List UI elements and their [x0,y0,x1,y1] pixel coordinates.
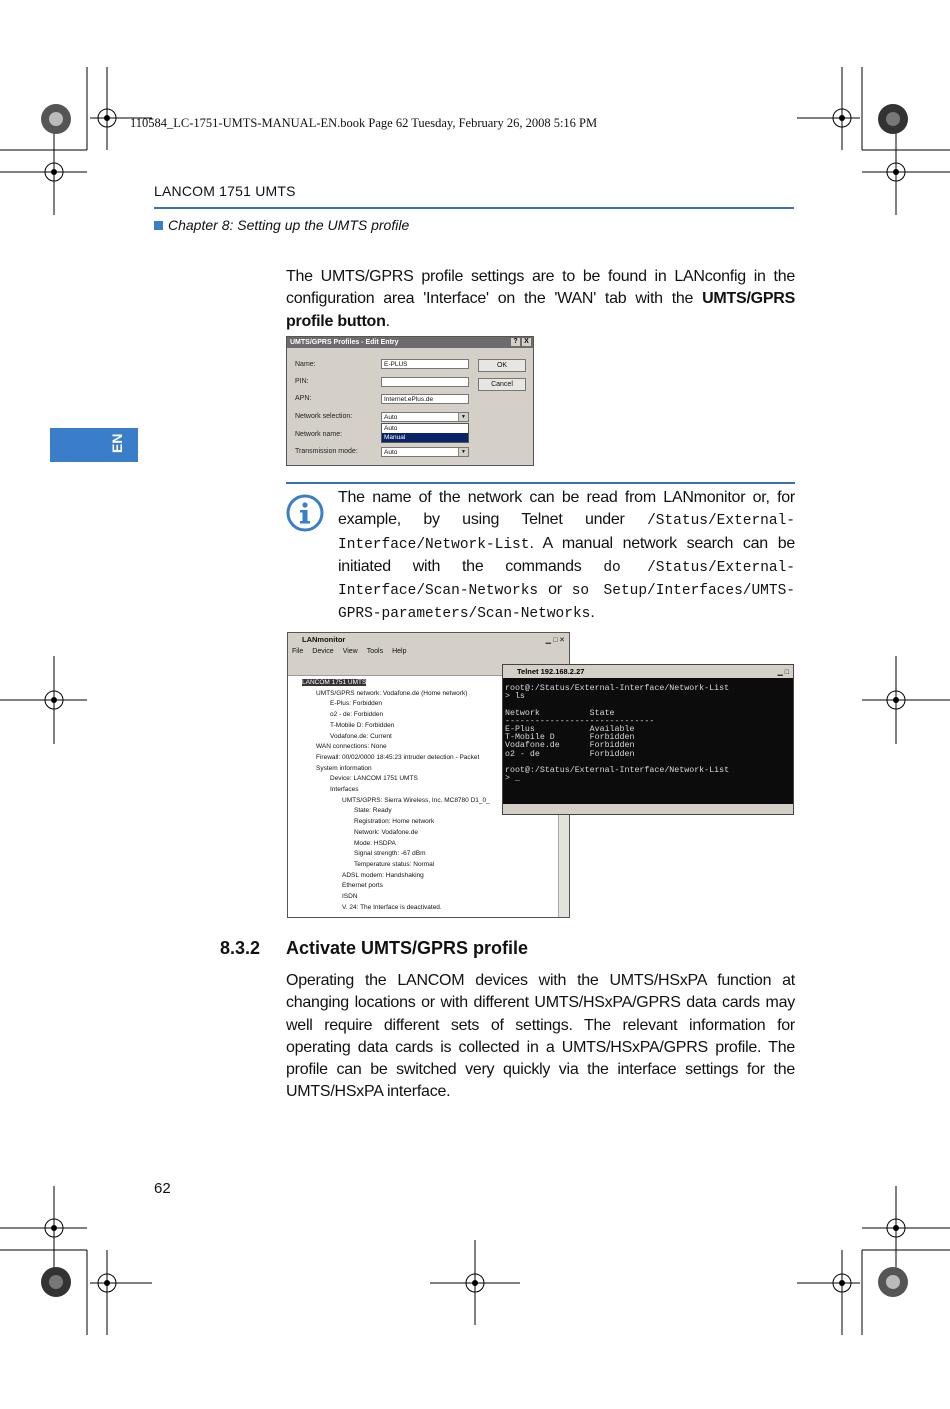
terminal-line: T-Mobile D Forbidden [505,733,635,743]
info-code-3: so Setup/Interfaces/UMTS-GPRS-parameters/Scan-Networks [338,583,795,623]
tree-node[interactable]: UMTS/GPRS network: Vodafone.de (Home network) [316,689,468,697]
network-name-label: Network name: [295,431,343,438]
menu-file[interactable]: File [292,648,304,655]
terminal-line: Network State [505,708,615,718]
tree-node[interactable]: Temperature status: Normal [354,860,435,868]
terminal-line: > _ [505,774,520,784]
header-rule [154,207,794,209]
terminal-line: Vodafone.de Forbidden [505,741,635,751]
transmission-mode-value: Auto [384,449,398,456]
terminal-line: E-Plus Available [505,725,635,735]
info-text-4: . [590,604,595,622]
menu-view[interactable]: View [342,648,358,655]
tree-node[interactable]: Interfaces [330,786,359,794]
language-tab [50,428,138,462]
terminal-line: o2 - de Forbidden [505,749,635,759]
apn-label: APN: [295,395,312,402]
profile-dialog [286,336,534,466]
window-controls-icon[interactable]: ▁ □ [777,669,789,676]
tree-node[interactable]: WAN connections: None [316,743,387,751]
help-button[interactable]: ? [511,338,520,346]
apn-field[interactable]: Internet.ePlus.de [381,394,469,404]
lanmonitor-titlebar [288,633,569,646]
menu-device[interactable]: Device [312,648,334,655]
transmission-mode-label: Transmission mode: [295,448,358,455]
tree-node[interactable]: Device: LANCOM 1751 UMTS [330,775,418,783]
close-button[interactable]: X [522,338,531,346]
intro-paragraph [286,266,795,333]
dropdown-option-auto[interactable]: Auto [384,425,398,432]
info-rule [286,482,795,484]
intro-end: . [385,312,390,330]
dropdown-option-manual[interactable]: Manual [382,433,468,442]
name-label: Name: [295,361,316,368]
page-number: 62 [154,1180,171,1197]
terminal-line: root@:/Status/External-Interface/Network-List [505,766,730,776]
terminal-line: root@:/Status/External-Interface/Network-List [505,684,730,693]
intro-bold: UMTS/GPRS profile button [286,290,795,330]
chevron-down-icon[interactable]: ▼ [458,413,468,421]
tree-node[interactable]: Firewall: 00/02/0000 18:45:23 intruder detection - Packet [316,753,480,761]
tree-node[interactable]: T-Mobile D: Forbidden [330,721,395,729]
chapter-line [154,217,409,233]
network-selection-label: Network selection: [295,413,353,420]
network-selection-select[interactable] [381,412,469,422]
tree-node[interactable]: Ethernet ports [342,882,383,890]
horizontal-scrollbar[interactable] [503,804,793,814]
telnet-titlebar [503,665,793,678]
window-controls-icon[interactable]: ▁ □ ✕ [545,637,565,644]
language-tab-label: EN [109,433,125,453]
network-selection-dropdown [381,423,469,443]
intro-text: The UMTS/GPRS profile settings are to be found in LANconfig in the configuration area 'Interface' on the 'WAN' tab with the [286,268,795,308]
lanmonitor-menu [288,646,569,657]
chapter-title: Chapter 8: Setting up the UMTS profile [168,217,410,233]
info-code-1: /Status/External-Interface/Network-List [338,513,795,553]
telnet-output [503,678,793,783]
tree-node[interactable]: LANCOM 1751 UMTS [302,679,367,686]
section-body: Operating the LANCOM devices with the UMTS/HSxPA function at changing locations or with different UMTS/HSxPA/GPRS data cards may well require different sets of settings. The relevant information for operating data cards is collected in a UMTS/HSxPA/GPRS profile. The profile can be switched very quickly via the interface settings for the UMTS/HSxPA interface. [286,972,795,1101]
print-header: 110584_LC-1751-UMTS-MANUAL-EN.book Page 62 Tuesday, February 26, 2008 5:16 PM [130,116,598,130]
tree-node[interactable]: Vodafone.de: Current [330,732,392,740]
running-header: LANCOM 1751 UMTS [154,183,296,199]
tree-node[interactable]: V. 24: The Interface is deactivated. [342,903,442,911]
tree-node[interactable]: Registration: Home network [354,818,435,826]
network-selection-value: Auto [384,414,398,421]
tree-node[interactable]: ADSL modem: Handshaking [342,871,424,879]
tree-node[interactable]: UMTS/GPRS: Sierra Wireless, Inc. MC8780 D1_0_ [342,796,490,804]
section-title: Activate UMTS/GPRS profile [286,938,529,958]
tree-node[interactable]: E-Plus: Forbidden [330,700,383,708]
pin-field[interactable] [381,377,469,387]
info-code-2: do /Status/External-Interface/Scan-Networks [338,559,796,600]
dialog-titlebar [287,337,533,348]
tree-node[interactable]: Mode: HSDPA [354,839,396,847]
telnet-title: Telnet 192.168.2.27 [517,667,585,676]
tree-node[interactable]: Network: Vodafone.de [354,828,418,836]
chevron-down-icon[interactable]: ▼ [458,448,468,456]
info-paragraph [338,487,795,626]
section-number: 8.3.2 [220,938,261,958]
dialog-title: UMTS/GPRS Profiles - Edit Entry [290,339,399,346]
info-icon [286,494,324,532]
name-field[interactable]: E-PLUS [381,359,469,369]
info-text-3: or [538,581,572,599]
tree-node[interactable]: ISDN [342,893,358,901]
info-text-1: The name of the network can be read from LANmonitor or, for example, by using Telnet under [338,489,795,529]
terminal-line: ------------------------------ [505,716,655,726]
telnet-window [502,664,794,815]
chapter-square-icon [154,221,163,230]
tree-node[interactable]: System information [316,764,372,772]
cancel-button[interactable]: Cancel [478,378,526,391]
pin-label: PIN: [295,378,309,385]
menu-help[interactable]: Help [392,648,407,655]
terminal-line: > ls [505,692,525,702]
tree-node[interactable]: State: Ready [354,807,392,815]
transmission-mode-select[interactable] [381,447,469,457]
menu-tools[interactable]: Tools [366,648,384,655]
tree-node[interactable]: o2 - de: Forbidden [330,711,384,719]
ok-button[interactable]: OK [478,359,526,372]
lanmonitor-title: LANmonitor [302,635,346,644]
info-text-2: . A manual network search can be initiated with the commands [338,534,795,575]
tree-node[interactable]: Signal strength: -67 dBm [354,850,426,858]
